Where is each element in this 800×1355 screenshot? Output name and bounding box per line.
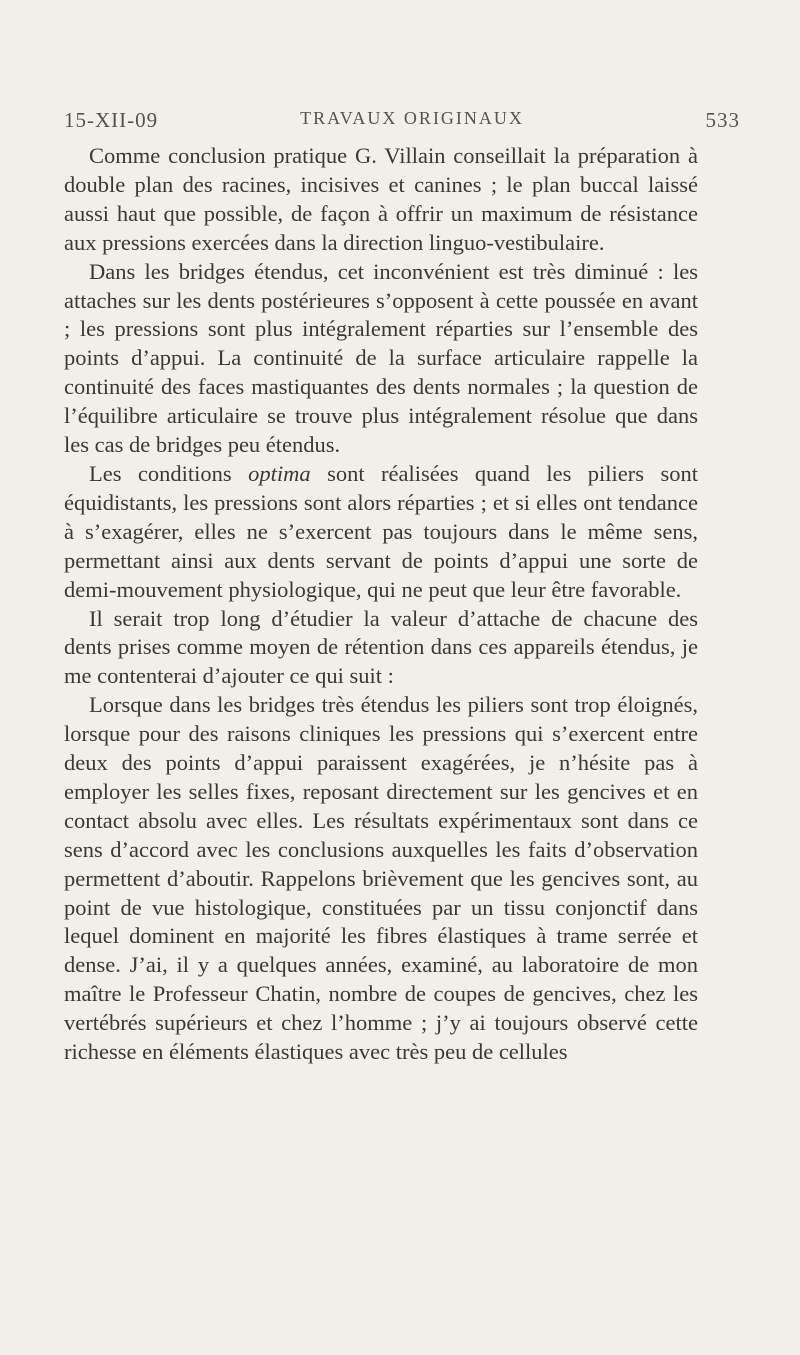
paragraph-3 xyxy=(64,460,698,605)
running-head xyxy=(64,108,740,140)
paragraph-2: Dans les bridges étendus, cet inconvénient est très diminué : les attaches sur les dents postérieures s’opposent à cette poussée en avant ; les pressions sont plus intégralement réparties sur l’ensemble des points d’appui. La continuité de la surface articulaire rappelle la continuité des faces mastiquantes des dents normales ; la question de l’équilibre articulaire se trouve plus intégralement résolue que dans les cas de bridges peu étendus. xyxy=(64,258,698,458)
paragraph-5: Lorsque dans les bridges très étendus les piliers sont trop éloignés, lorsque pour des raisons cliniques les pressions qui s’exercent entre deux des points d’appui paraissent exagérées, je n’hésite pas à employer les selles fixes, reposant directement sur les gencives et en contact absolu avec elles. Les résultats expérimentaux sont dans ce sens d’accord avec les conclusions auxquelles les faits d’observation permettent d’aboutir. Rappelons brièvement que les gencives sont, au point de vue histologique, constituées par un tissu conjonctif dans lequel dominent en majorité les fibres élastiques à trame serrée et dense. J’ai, il y a quelques années, examiné, au laboratoire de mon maître le Professeur Chatin, nombre de coupes de gencives, chez les vertébrés supérieurs et chez l’homme ; j’y ai toujours observé cette richesse en éléments élastiques avec très peu de cellules xyxy=(64,692,698,1065)
paragraph-3-start: Les conditions xyxy=(89,460,249,486)
paragraph-3-end: sont réalisées quand les piliers sont équidistants, les pressions sont alors réparties ; et si elles ont tendance à s’exagérer, elles ne s’exercent pas toujours dans le même sens, permettant ainsi aux dents servant de points d’appui une sorte de demi-mouvement physiologique, qui ne peut que leur être favorable. xyxy=(64,460,698,602)
issue-date: 15-XII-09 xyxy=(64,108,159,132)
paragraph-1: Comme conclusion pratique G. Villain conseillait la préparation à double plan des racines, incisives et canines ; le plan buccal laissé aussi haut que possible, de façon à offrir un maximum de résistance aux pressions exercées dans la direction linguo-vestibulaire. xyxy=(64,143,698,255)
italic-term: optima xyxy=(248,460,311,486)
section-title: TRAVAUX ORIGINAUX xyxy=(300,108,524,128)
body-text xyxy=(64,142,698,1067)
paragraph-4: Il serait trop long d’étudier la valeur d’attache de chacune des dents prises comme moyen de rétention dans ces appareils étendus, je me contenterai d’ajouter ce qui suit : xyxy=(64,605,698,689)
page-number: 533 xyxy=(705,108,740,132)
